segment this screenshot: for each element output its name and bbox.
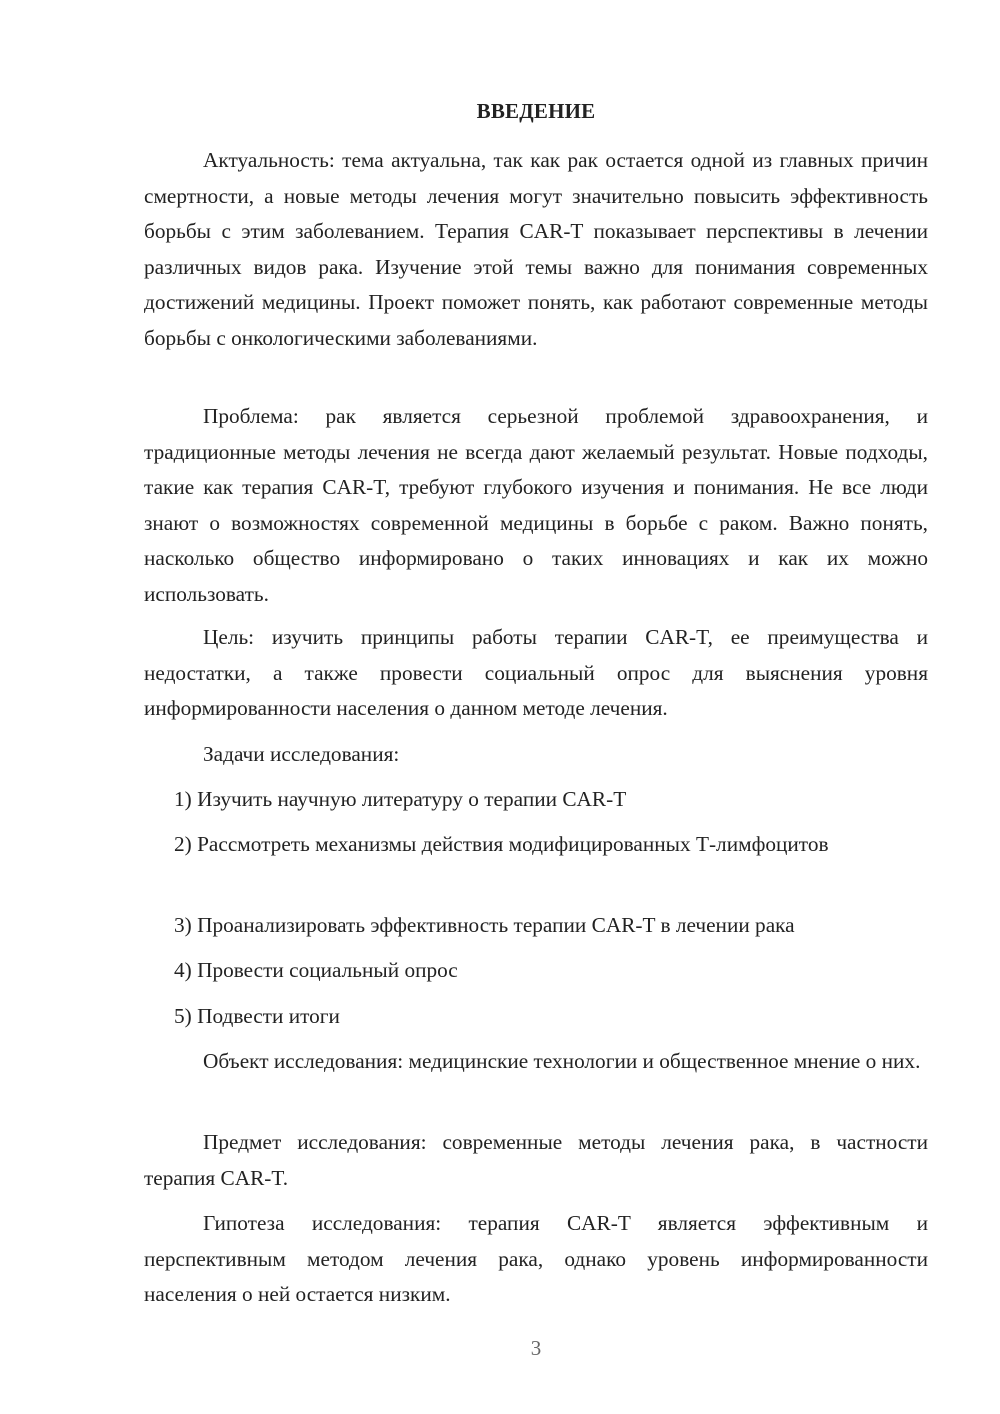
tasks-heading: Задачи исследования: — [203, 742, 400, 766]
section-heading: ВВЕДЕНИЕ — [476, 99, 596, 123]
goal-paragraph: Цель: изучить принципы работы терапии CAR-T, ее преимущества и недостатки, а также провести социальный опрос для выяснения уровня информированности населения о данном методе лечения. — [144, 625, 928, 720]
object-paragraph: Объект исследования: медицинские технологии и общественное мнение о них. — [203, 1049, 921, 1073]
subject-paragraph: Предмет исследования: современные методы лечения рака, в частности терапия CAR-T. — [144, 1130, 928, 1190]
page-number: 3 — [530, 1336, 542, 1360]
task-item-4: 4) Провести социальный опрос — [174, 958, 458, 982]
task-item-5: 5) Подвести итоги — [174, 1004, 340, 1028]
task-item-3: 3) Проанализировать эффективность терапии CAR-T в лечении рака — [174, 913, 795, 937]
task-item-2: 2) Рассмотреть механизмы действия модифицированных Т-лимфоцитов — [174, 832, 829, 856]
problem-paragraph: Проблема: рак является серьезной проблемой здравоохранения, и традиционные методы лечения не всегда дают желаемый результат. Новые подходы, такие как терапия CAR-T, требуют глубокого изучения и понимания. Не все люди знают о возможностях современной медицины в борьбе с раком. Важно понять, насколько общество информировано о таких инновациях и как их можно использовать. — [144, 404, 928, 606]
relevance-paragraph: Актуальность: тема актуальна, так как рак остается одной из главных причин смертности, а новые методы лечения могут значительно повысить эффективность борьбы с этим заболеванием. Терапия CAR-T показывает перспективы в лечении различных видов рака. Изучение этой темы важно для понимания современных достижений медицины. Проект поможет понять, как работают современные методы борьбы с онкологическими заболеваниями. — [144, 148, 928, 350]
task-item-1: 1) Изучить научную литературу о терапии CAR-T — [174, 787, 627, 811]
hypothesis-paragraph: Гипотеза исследования: терапия CAR-T является эффективным и перспективным методом лечения рака, однако уровень информированности населения о ней остается низким. — [144, 1211, 928, 1306]
